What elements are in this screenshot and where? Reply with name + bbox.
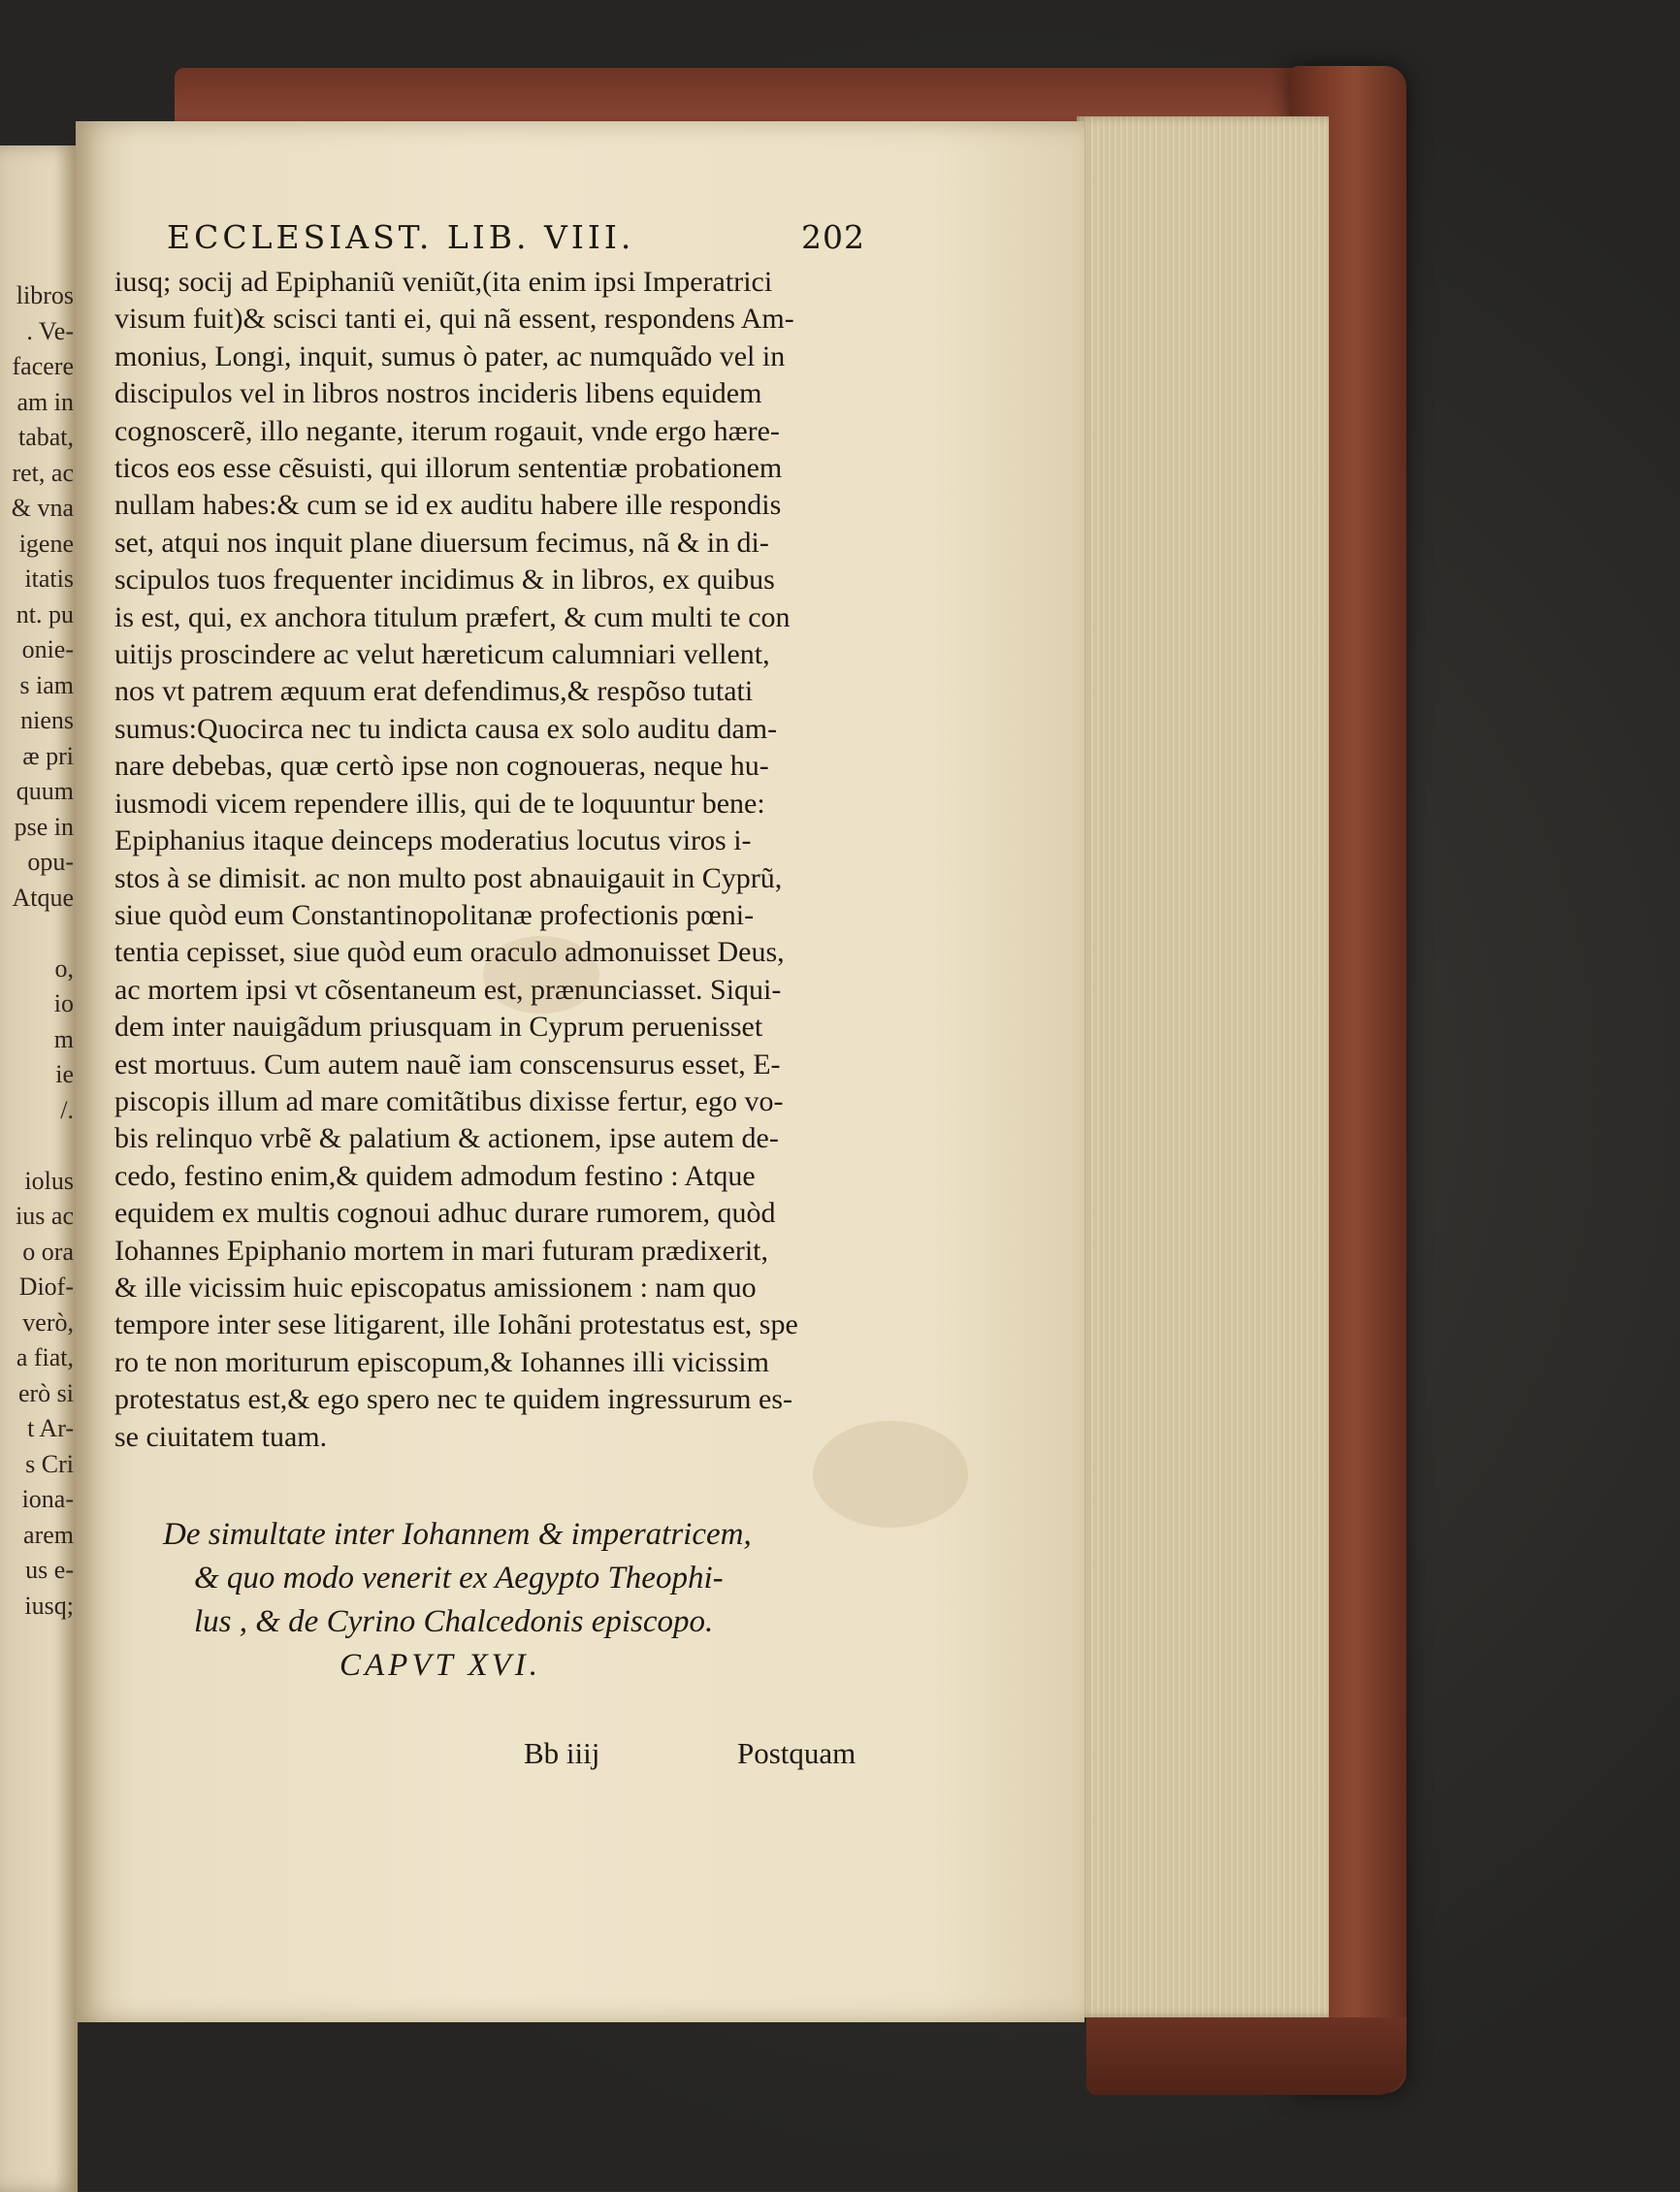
body-line: cognoscerẽ, illo negante, iterum rogauit, vnde ergo hære-: [114, 414, 780, 447]
left-page-fragment: ret, ac: [12, 458, 74, 487]
body-line: dem inter nauigãdum priusquam in Cyprum peruenisset: [114, 1011, 763, 1044]
body-line: ro te non moriturum episcopum,& Iohannes illi vicissim: [114, 1345, 769, 1378]
left-page-fragment: niens: [20, 706, 74, 734]
book-cover-bottom: [1086, 2017, 1406, 2095]
body-line: iusq; socij ad Epiphaniũ veniũt,(ita enim ipsi Imperatrici: [114, 266, 773, 298]
left-page-fragment: igene: [18, 529, 74, 558]
left-page-fragment: iolus: [24, 1166, 74, 1195]
body-line: sumus:Quocirca nec tu indicta causa ex solo auditu dam-: [114, 712, 778, 745]
body-line: nullam habes:& cum se id ex auditu habere ille respondis: [114, 489, 782, 522]
body-line: cedo, festino enim,& quidem admodum festino : Atque: [114, 1159, 756, 1192]
left-page-fragment: onie-: [21, 635, 74, 663]
left-page-fragment: verò,: [22, 1307, 74, 1337]
body-line: se ciuitatem tuam.: [114, 1420, 328, 1453]
left-page: [0, 145, 78, 2192]
left-page-fragment: /.: [60, 1095, 74, 1124]
left-page-fragment: opu-: [27, 848, 74, 876]
left-page-fragment: tabat,: [17, 423, 74, 451]
body-line: stos à se dimisit. ac non multo post abnauigauit in Cyprũ,: [114, 861, 783, 894]
body-line: ticos eos esse cẽsuisti, qui illorum sententiæ probationem: [114, 452, 783, 485]
body-line: uitijs proscindere ac velut hæreticum calumniari vellent,: [114, 638, 770, 671]
left-page-fragment: . Ve-: [26, 316, 74, 345]
body-line: & ille vicissim huic episcopatus amissionem : nam quo: [114, 1271, 757, 1304]
left-page-fragment: pse in: [14, 812, 74, 841]
left-page-fragment: iona-: [21, 1485, 74, 1513]
chapter-heading-line: De simultate inter Iohannem & imperatricem,: [163, 1517, 752, 1552]
chapter-heading: [155, 1513, 854, 1688]
left-page-fragment: itatis: [24, 564, 74, 593]
left-page-fragment: t Ar-: [27, 1414, 74, 1442]
body-line: visum fuit)& scisci tanti ei, qui nã essent, respondens Am-: [114, 303, 794, 336]
left-page-fragment: arem: [23, 1520, 74, 1549]
left-page-fragment: us e-: [25, 1556, 74, 1584]
body-line: set, atqui nos inquit plane diuersum fecimus, nã & in di-: [114, 526, 769, 559]
chapter-heading-line: lus , & de Cyrino Chalcedonis episcopo.: [194, 1604, 714, 1639]
body-line: bis relinquo vrbẽ & palatium & actionem, ipse autem de-: [114, 1122, 779, 1155]
body-line: scipulos tuos frequenter incidimus & in libros, ex quibus: [114, 564, 775, 596]
left-page-fragment: Atque: [12, 883, 74, 912]
left-page-fragment: s iam: [19, 670, 74, 699]
body-line: nare debebas, quæ certò ipse non cognoueras, neque hu-: [114, 750, 769, 783]
left-page-fragment: quum: [16, 777, 74, 805]
folio-number: 202: [801, 218, 865, 256]
body-line: Epiphanius itaque deinceps moderatius locutus viros i-: [114, 824, 752, 857]
running-header: [167, 218, 865, 256]
body-line: siue quòd eum Constantinopolitanæ profectionis pœni-: [114, 898, 755, 931]
left-page-fragment: æ pri: [22, 741, 74, 770]
catchword: Postquam: [737, 1736, 856, 1770]
body-line: is est, qui, ex anchora titulum præfert, & cum multi te con: [114, 600, 791, 633]
left-page-fragment: ie: [55, 1060, 74, 1088]
chapter-number: CAPVT XVI.: [339, 1648, 542, 1683]
body-line: monius, Longi, inquit, sumus ò pater, ac numquãdo vel in: [114, 339, 786, 372]
page-edges: [1077, 116, 1329, 2017]
left-page-fragment: o ora: [22, 1237, 74, 1266]
left-page-fragment: erò si: [17, 1378, 74, 1407]
signature-mark: Bb iiij: [524, 1736, 600, 1770]
left-page-fragment: iusq;: [24, 1591, 74, 1620]
body-line: piscopis illum ad mare comitãtibus dixisse fertur, ego vo-: [114, 1084, 784, 1117]
body-line: ac mortem ipsi vt cõsentaneum est, prænunciasset. Siqui-: [114, 973, 782, 1006]
left-page-fragment: libros: [16, 281, 74, 309]
left-page-fragment: ius ac: [16, 1202, 74, 1230]
left-page-fragment: nt. pu: [16, 599, 74, 629]
left-page-fragment: facere: [12, 352, 74, 380]
left-page-fragment: Diof-: [18, 1273, 74, 1301]
body-line: est mortuus. Cum autem nauẽ iam conscensurus esset, E-: [114, 1048, 781, 1080]
body-line: Iohannes Epiphanio mortem in mari futuram prædixerit,: [114, 1234, 769, 1267]
body-line: nos vt patrem æquum erat defendimus,& respõso tutati: [114, 675, 754, 708]
left-page-fragment: a fiat,: [16, 1343, 74, 1371]
running-title: ECCLESIAST. LIB. VIII.: [167, 218, 635, 256]
body-line: tentia cepisset, siue quòd eum oraculo admonuisset Deus,: [114, 936, 785, 969]
left-page-fragment: o,: [54, 953, 74, 983]
body-line: discipulos vel in libros nostros incideris libens equidem: [114, 377, 762, 410]
body-line: equidem ex multis cognoui adhuc durare rumorem, quòd: [114, 1197, 776, 1230]
body-line: tempore inter sese litigarent, ille Iohãni protestatus est, spe: [114, 1308, 798, 1341]
body-text: [114, 264, 871, 1456]
left-page-fragment: m: [53, 1024, 74, 1053]
left-page-fragment: am in: [16, 387, 74, 416]
left-page-fragment: & vna: [11, 494, 74, 522]
chapter-heading-line: & quo modo venerit ex Aegypto Theophi-: [194, 1561, 724, 1596]
body-line: iusmodi vicem rependere illis, qui de te loquuntur bene:: [114, 787, 765, 820]
left-page-fragment: io: [53, 989, 74, 1017]
body-line: protestatus est,& ego spero nec te quidem ingressurum es-: [114, 1383, 792, 1416]
left-page-fragment: s Cri: [25, 1449, 74, 1478]
